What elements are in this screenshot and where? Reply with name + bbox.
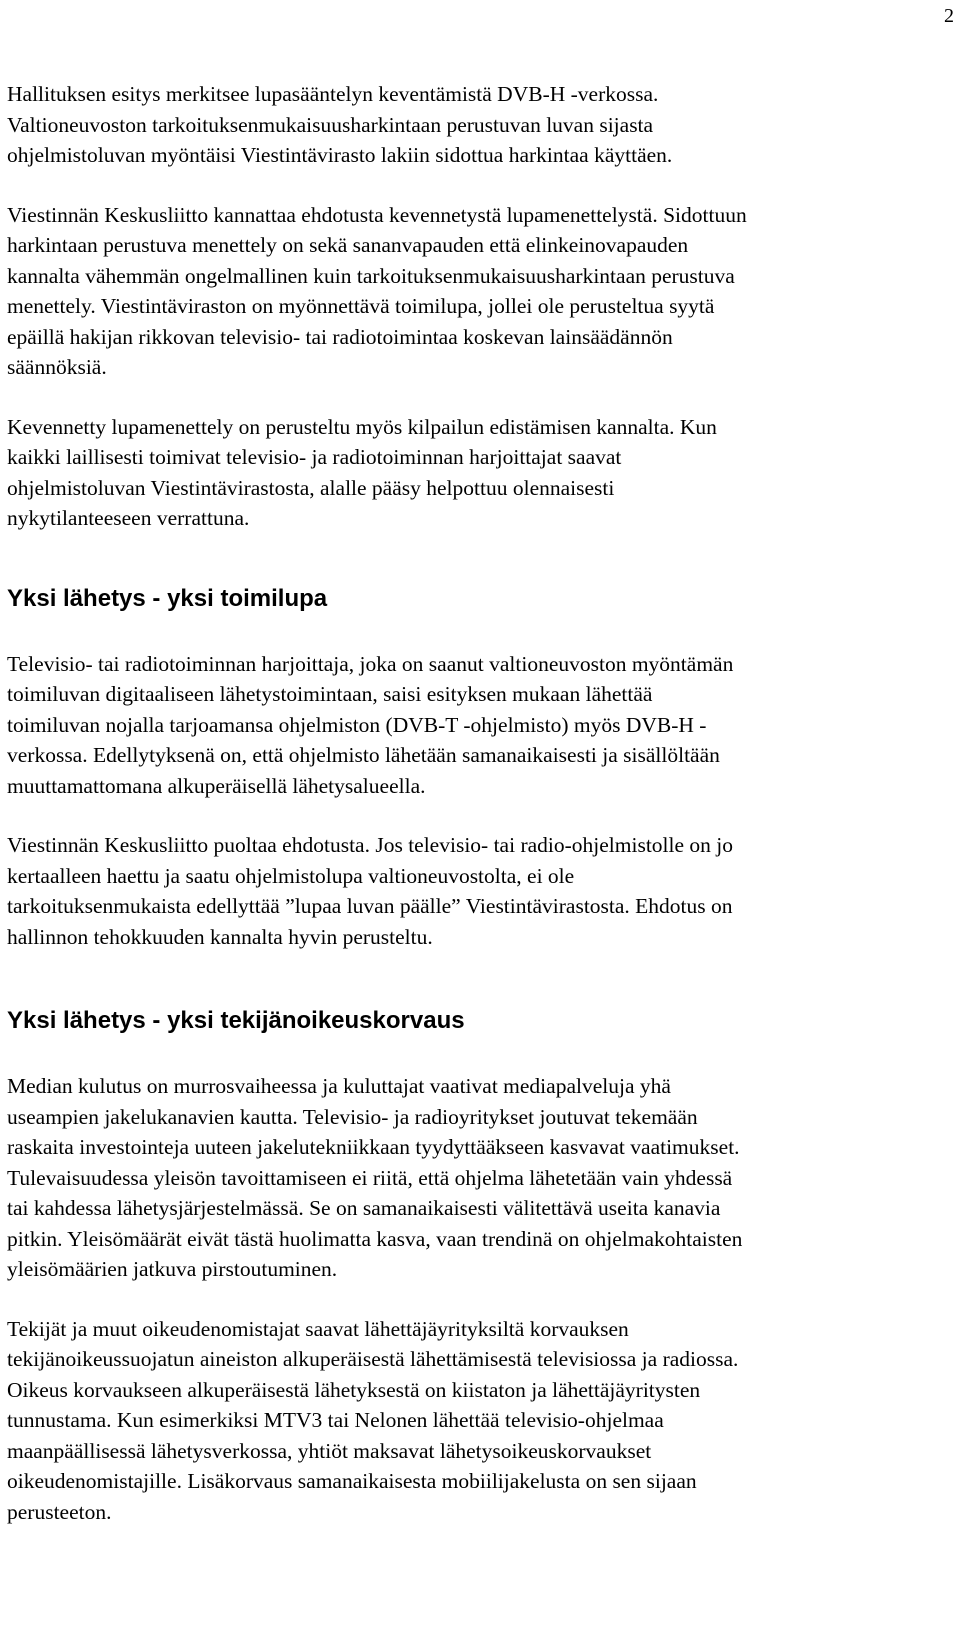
section-heading-one-license: Yksi lähetys - yksi toimilupa	[7, 584, 328, 612]
paragraph-support-proposal: Viestinnän Keskusliitto puoltaa ehdotusta. Jos televisio- tai radio-ohjelmistolle on jo kertaalleen haettu ja saatu ohjelmistolupa valtioneuvostolta, ei ole tarkoituksenmukaista edellyttää ”lupaa luvan päälle” Viestintävirastosta. Ehdotus on hallinnon tehokkuuden kannalta hyvin perusteltu.	[7, 833, 734, 949]
spacer	[7, 1285, 907, 1314]
spacer	[7, 171, 907, 200]
paragraph-media-consumption: Median kulutus on murrosvaiheessa ja kuluttajat vaativat mediapalveluja yhä useampien jakelukanavien kautta. Televisio- ja radioyritykset joutuvat tekemään raskaita investointeja uuteen jakelutekniikkaan tyydyttääkseen kasvavat vaatimukset. Tulevaisuudessa yleisön tavoittamiseen ei riitä, että ohjelma lähetetään vain yhdessä tai kahdessa lähetysjärjestelmässä. Se on samanaikaisesti välitettävä useita kanavia pitkin. Yleisömäärät eivät tästä huolimatta kasva, vaan trendinä on ohjelmakohtaisten yleisömäärien jatkuva pirstoutuminen.	[7, 1074, 743, 1281]
paragraph-competition: Kevennetty lupamenettely on perusteltu myös kilpailun edistämisen kannalta. Kun kaikki laillisesti toimivat televisio- ja radiotoiminnan harjoittajat saavat ohjelmistoluvan Viestintävirastosta, alalle pääsy helpottuu olennaisesti nykytilanteeseen verrattuna.	[7, 414, 717, 530]
spacer	[7, 952, 907, 1006]
document-body	[7, 79, 907, 1527]
section-heading-one-copyright-fee: Yksi lähetys - yksi tekijänoikeuskorvaus	[7, 1007, 465, 1034]
spacer	[7, 1036, 907, 1071]
paragraph-license-holder: Televisio- tai radiotoiminnan harjoittaja, joka on saanut valtioneuvoston myöntämän toimiluvan digitaaliseen lähetystoimintaan, saisi esityksen mukaan lähettää toimiluvan nojalla tarjoamansa ohjelmiston (DVB-T -ohjelmisto) myös DVB-H - verkossa. Edellytyksenä on, että ohjelmisto lähetään samanaikaisesti ja sisällöltään muuttamattomana alkuperäisellä lähetysalueella.	[7, 651, 734, 798]
paragraph-support-light-licensing: Viestinnän Keskusliitto kannattaa ehdotusta kevennetystä lupamenettelystä. Sidottuun harkintaan perustuva menettely on sekä sananvapauden että elinkeinovapauden kannalta vähemmän ongelmallinen kuin tarkoituksenmukaisuusharkintaan perustuva menettely. Viestintäviraston on myönnettävä toimilupa, jollei ole perusteltua syytä epäillä hakijan rikkovan televisio- tai radiotoimintaa koskevan lainsäädännön säännöksiä.	[7, 202, 747, 379]
spacer	[7, 801, 907, 830]
spacer	[7, 383, 907, 412]
paragraph-dvbh-licensing: Hallituksen esitys merkitsee lupasääntelyn keventämistä DVB-H -verkossa. Valtioneuvoston tarkoituksenmukaisuusharkintaan perustuvan luvan sijasta ohjelmistoluvan myöntäisi Viestintävirasto lakiin sidottua harkintaa käyttäen.	[7, 82, 673, 167]
paragraph-rights-holders: Tekijät ja muut oikeudenomistajat saavat lähettäjäyrityksiltä korvauksen tekijänoikeussuojatun aineiston alkuperäisestä lähettämisestä televisiossa ja radiossa. Oikeus korvaukseen alkuperäisestä lähetyksestä on kiistaton ja lähettäjäyritysten tunnustama. Kun esimerkiksi MTV3 tai Nelonen lähettää televisio-ohjelmaa maanpäällisessä lähetysverkossa, yhtiöt maksavat lähetysoikeuskorvaukset oikeudenomistajille. Lisäkorvaus samanaikaisesta mobiilijakelusta on sen sijaan perusteeton.	[7, 1316, 739, 1524]
spacer	[7, 534, 907, 584]
spacer	[7, 614, 907, 649]
page-number: 2	[944, 5, 954, 27]
